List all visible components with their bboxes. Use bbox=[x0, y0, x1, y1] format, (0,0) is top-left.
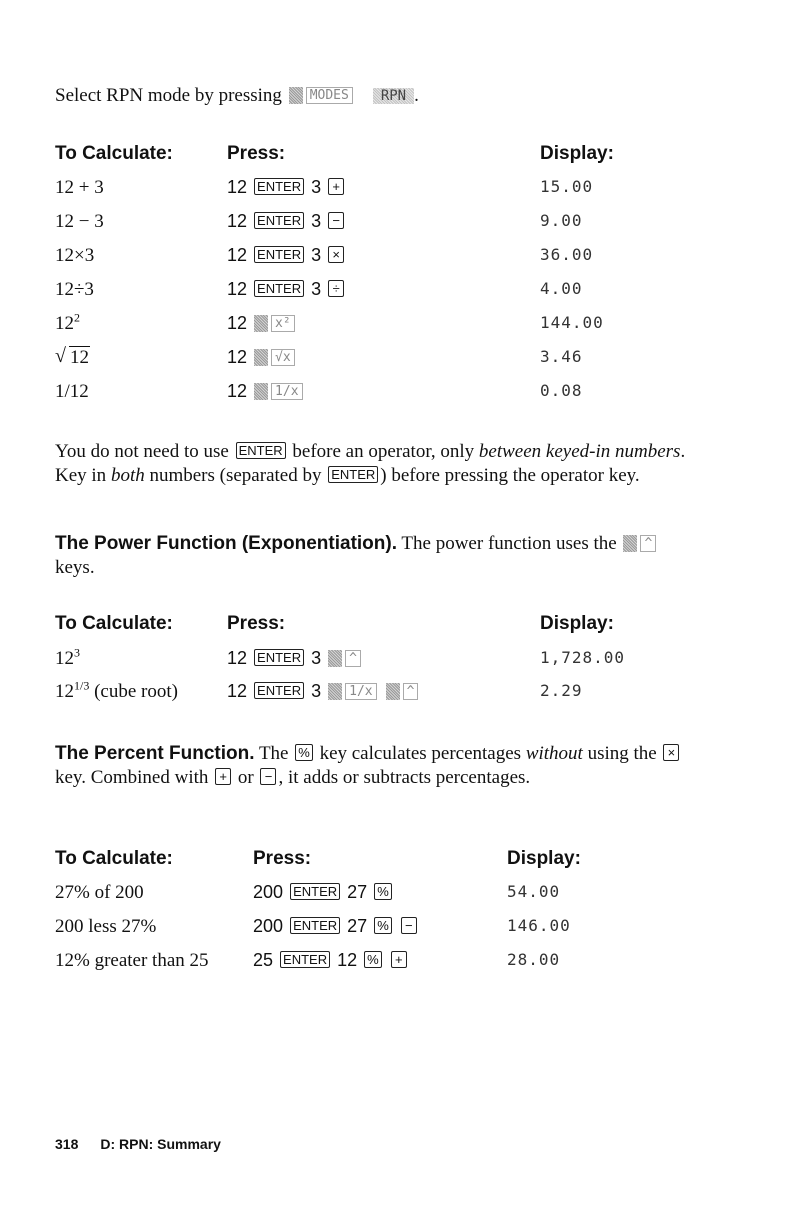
table-row: 27% of 200 200 ENTER 27 % 54.00 bbox=[55, 882, 561, 903]
table-row: 12 + 3 12 ENTER 3 + 15.00 bbox=[55, 177, 594, 198]
section-heading: The Percent Function. bbox=[55, 743, 255, 764]
shift-key-icon bbox=[328, 683, 342, 700]
enter-key: ENTER bbox=[280, 951, 330, 968]
table-row: 12÷3 12 ENTER 3 ÷ 4.00 bbox=[55, 279, 583, 300]
enter-usage-paragraph: You do not need to use ENTER before an operator, only between keyed-in numbers. Key in both numbers (separated by ENTER ) before pressing the operator key. bbox=[55, 441, 686, 486]
minus-key: − bbox=[401, 917, 417, 934]
table-row: 12 − 3 12 ENTER 3 − 9.00 bbox=[55, 211, 583, 232]
section-name: D: RPN: Summary bbox=[100, 1136, 221, 1152]
display-value: 15.00 bbox=[540, 177, 594, 196]
percent-key: % bbox=[364, 951, 382, 968]
display-value: 4.00 bbox=[540, 279, 583, 298]
display-value: 9.00 bbox=[540, 211, 583, 230]
col-display: Display: bbox=[540, 143, 614, 164]
display-value: 2.29 bbox=[540, 681, 583, 700]
shift-key-icon bbox=[254, 315, 268, 332]
col-display: Display: bbox=[540, 613, 614, 634]
col-to-calculate: To Calculate: bbox=[55, 848, 173, 869]
enter-key: ENTER bbox=[254, 649, 304, 666]
square-root-expression: √ 12 bbox=[55, 345, 89, 368]
table-row: 1/12 12 1/x 0.08 bbox=[55, 381, 583, 402]
col-press: Press: bbox=[227, 143, 286, 164]
col-display: Display: bbox=[507, 848, 581, 869]
power-key: ^ bbox=[640, 535, 656, 552]
enter-key: ENTER bbox=[254, 280, 304, 297]
col-press: Press: bbox=[253, 848, 312, 869]
page-number: 318 bbox=[55, 1136, 79, 1152]
table-row: 12% greater than 25 25 ENTER 12 % + 28.00 bbox=[55, 950, 561, 971]
percent-key: % bbox=[374, 917, 392, 934]
display-value: 146.00 bbox=[507, 916, 571, 935]
reciprocal-key: 1/x bbox=[271, 383, 302, 400]
square-root-key: √x bbox=[271, 349, 295, 366]
shift-key-icon bbox=[328, 650, 342, 667]
minus-key: − bbox=[260, 768, 276, 785]
percent-key: % bbox=[295, 744, 313, 761]
minus-key: − bbox=[328, 212, 344, 229]
table1-header bbox=[55, 143, 755, 169]
enter-key: ENTER bbox=[254, 212, 304, 229]
enter-key: ENTER bbox=[254, 682, 304, 699]
col-to-calculate: To Calculate: bbox=[55, 143, 173, 164]
col-to-calculate: To Calculate: bbox=[55, 613, 173, 634]
times-key: × bbox=[663, 744, 679, 761]
col-press: Press: bbox=[227, 613, 286, 634]
plus-key: + bbox=[215, 768, 231, 785]
display-value: 54.00 bbox=[507, 882, 561, 901]
shift-key-icon bbox=[386, 683, 400, 700]
shift-key-icon bbox=[254, 349, 268, 366]
display-value: 1,728.00 bbox=[540, 648, 626, 667]
display-value: 28.00 bbox=[507, 950, 561, 969]
rpn-menu-key: RPN bbox=[373, 88, 414, 104]
plus-key: + bbox=[328, 178, 344, 195]
times-key: × bbox=[328, 246, 344, 263]
table-row: $12^{1/3}$ (cube root) 12 ENTER 3 1/x ^ 2.29 bbox=[55, 678, 583, 702]
intro-line: Select RPN mode by pressing MODES RPN . bbox=[55, 85, 419, 106]
table-row: $12^2$ 12 x² 144.00 bbox=[55, 310, 604, 334]
power-key: ^ bbox=[345, 650, 361, 667]
enter-key: ENTER bbox=[254, 178, 304, 195]
radical-icon: √ bbox=[55, 345, 66, 367]
intro-text: Select RPN mode by pressing bbox=[55, 85, 282, 106]
modes-key: MODES bbox=[306, 87, 353, 104]
display-value: 36.00 bbox=[540, 245, 594, 264]
display-value: 3.46 bbox=[540, 347, 583, 366]
shift-key-icon bbox=[289, 87, 303, 104]
shift-key-icon bbox=[254, 383, 268, 400]
enter-key: ENTER bbox=[328, 466, 378, 483]
plus-key: + bbox=[391, 951, 407, 968]
display-value: 0.08 bbox=[540, 381, 583, 400]
power-key: ^ bbox=[403, 683, 419, 700]
power-function-paragraph: The Power Function (Exponentiation). The power function uses the ^ keys. bbox=[55, 532, 695, 580]
table2-header bbox=[55, 613, 755, 639]
table-row: 200 less 27% 200 ENTER 27 % − 146.00 bbox=[55, 916, 571, 937]
percent-function-paragraph: The Percent Function. The % key calculates percentages without using the × key. Combined with + or − , it adds or subtracts percentages. bbox=[55, 742, 695, 790]
table-row: $12^3$ 12 ENTER 3 ^ 1,728.00 bbox=[55, 645, 626, 669]
divide-key: ÷ bbox=[328, 280, 344, 297]
percent-key: % bbox=[374, 883, 392, 900]
table-row: √ 12 12 √x 3.46 bbox=[55, 345, 583, 368]
x-squared-key: x² bbox=[271, 315, 295, 332]
enter-key: ENTER bbox=[290, 917, 340, 934]
table-row: 12×3 12 ENTER 3 × 36.00 bbox=[55, 245, 594, 266]
reciprocal-key: 1/x bbox=[345, 683, 376, 700]
table3-header bbox=[55, 848, 755, 874]
shift-key-icon bbox=[623, 535, 637, 552]
display-value: 144.00 bbox=[540, 313, 604, 332]
section-heading: The Power Function (Exponentiation). bbox=[55, 533, 397, 554]
enter-key: ENTER bbox=[236, 442, 286, 459]
enter-key: ENTER bbox=[290, 883, 340, 900]
page-footer bbox=[55, 1136, 243, 1152]
enter-key: ENTER bbox=[254, 246, 304, 263]
